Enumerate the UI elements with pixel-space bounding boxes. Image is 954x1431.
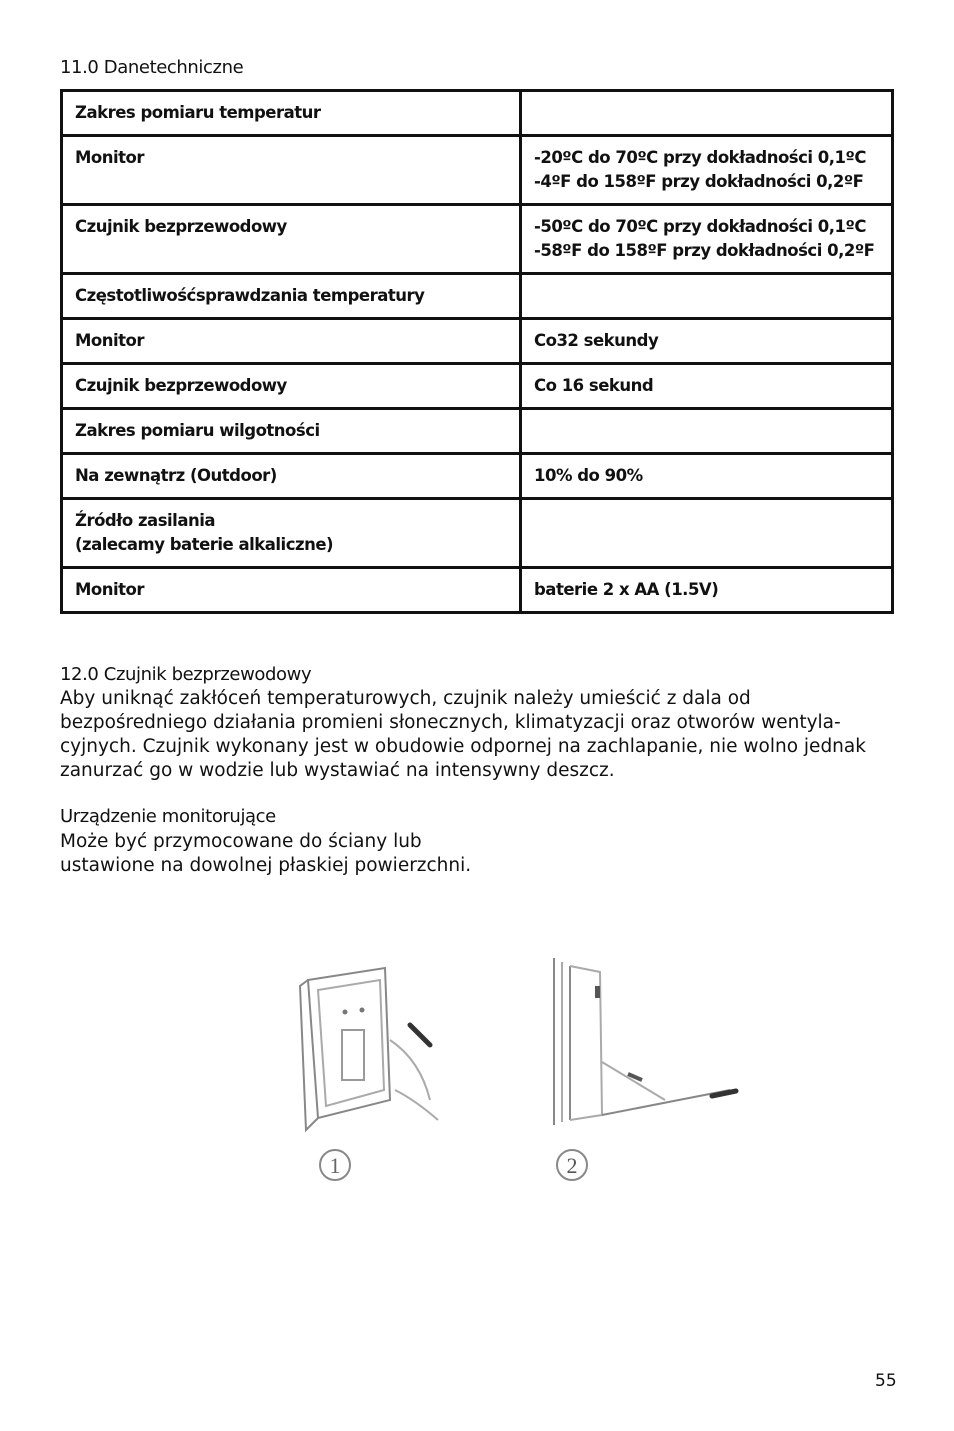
page-number: 55 — [875, 1371, 897, 1391]
table-row — [62, 274, 893, 319]
spec-label: Monitor — [62, 319, 521, 364]
spec-label: Czujnik bezprzewodowy — [62, 364, 521, 409]
sensor-paragraph: Aby uniknąć zakłóceń temperaturowych, czujnik należy umieścić z dala od bezpośredniego działania promieni słonecznych, klimatyzacji oraz otworów wentyla- cyjnych. Czujnik wykonany jest w obudowie odpornej na zachlapanie, nie wolno jednak zanurzać go w wodzie lub wystawiać na intensywny deszcz. — [60, 688, 866, 781]
spec-value — [521, 409, 893, 454]
section-12-title: 12.0 Czujnik bezprzewodowy — [60, 664, 312, 685]
table-row — [62, 499, 893, 568]
monitor-device-title: Urządzenie monitorujące — [60, 806, 276, 827]
table-row — [62, 319, 893, 364]
spec-value: baterie 2 x AA (1.5V) — [521, 568, 893, 613]
spec-value — [521, 91, 893, 136]
table-row — [62, 91, 893, 136]
spec-value — [521, 274, 893, 319]
spec-label: Źródło zasilania (zalecamy baterie alkaliczne) — [62, 499, 521, 568]
table-row — [62, 364, 893, 409]
spec-label: Monitor — [62, 568, 521, 613]
table-row — [62, 136, 893, 205]
figure-label-1: 1 — [329, 1153, 341, 1178]
section-11-title: 11.0 Danetechniczne — [60, 57, 244, 78]
spec-value: Co 16 sekund — [521, 364, 893, 409]
technical-data-table — [60, 89, 894, 614]
spec-value: Co32 sekundy — [521, 319, 893, 364]
standing-illustration — [540, 950, 770, 1190]
spec-value: -50ºC do 70ºC przy dokładności 0,1ºC -58ºF do 158ºF przy dokładności 0,2ºF — [521, 205, 893, 274]
spec-label: Zakres pomiaru wilgotności — [62, 409, 521, 454]
spec-label: Zakres pomiaru temperatur — [62, 91, 521, 136]
table-row — [62, 409, 893, 454]
spec-label: Na zewnątrz (Outdoor) — [62, 454, 521, 499]
spec-value: -20ºC do 70ºC przy dokładności 0,1ºC -4ºF do 158ºF przy dokładności 0,2ºF — [521, 136, 893, 205]
figure-label-2: 2 — [566, 1153, 578, 1178]
spec-label: Czujnik bezprzewodowy — [62, 205, 521, 274]
monitor-device-paragraph: Może być przymocowane do ściany lub ustawione na dowolnej płaskiej powierzchni. — [60, 831, 472, 876]
spec-value: 10% do 90% — [521, 454, 893, 499]
spec-label: Monitor — [62, 136, 521, 205]
table-row — [62, 568, 893, 613]
spec-value — [521, 499, 893, 568]
table-row — [62, 205, 893, 274]
table-row — [62, 454, 893, 499]
spec-label: Częstotliwośćsprawdzania temperatury — [62, 274, 521, 319]
wall-mount-illustration — [290, 950, 450, 1190]
